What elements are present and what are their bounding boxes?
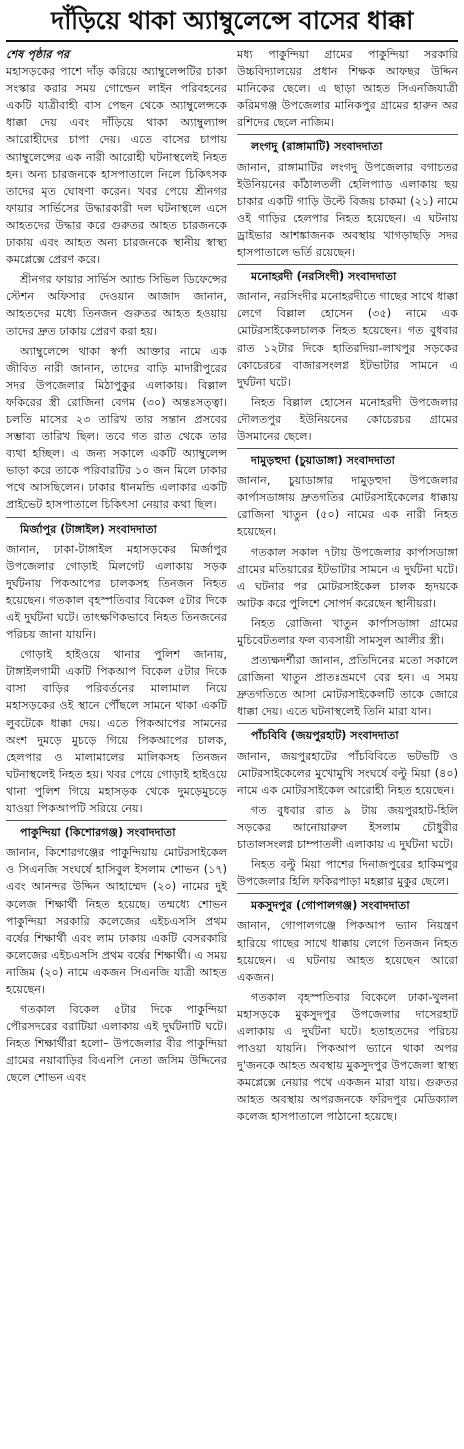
dateline-monohardi: মনোহরদী (নরসিংদী) সংবাদদাতা <box>251 270 397 284</box>
paragraph: গতকাল বিকেল ৫টার দিকে পাকুন্দিয়া পৌরসদরের বরাটিয়া এলাকায় এই দুর্ঘটনাটি ঘটে। নিহত শিক্ষার্থীরা হলো– উপজেলার বীর পাকুন্দিয়া গ্রামের নয়াবাড়ির বিএনপি নেতা জসিম উদ্দিনের ছেলে শোভন এবং <box>6 1003 227 1085</box>
section-divider <box>6 820 227 821</box>
column-right <box>237 46 458 1446</box>
dateline-damurhuda: দামুড়হুদা (চুয়াডাঙ্গা) সংবাদদাতা <box>251 454 395 468</box>
paragraph: প্রত্যক্ষদর্শীরা জানান, প্রতিদিনের মতো সকালে রোজিনা খাতুন প্রাতঃভ্রমণে বের হন। এ সময় দ্রুতগতিতে আসা মোটরসাইকেলটি তাকে জোরে ধাক্কা দেয়। এতে ঘটনাস্থলেই তিনি মারা যান। <box>237 654 458 719</box>
paragraph: জানান, চুয়াডাঙ্গার দামুড়হুদা উপজেলার কার্পাসডাঙ্গায় দ্রুতগতির মোটরসাইকেলের ধাক্কায় রোজিনা খাতুন (৫০) নামের এক নারী নিহত হয়েছেন। <box>237 474 458 539</box>
paragraph: মহাসড়কের পাশে দাঁড় করিয়ে অ্যাম্বুলেন্সটির চাকা সংস্কার করার সময় গোল্ডেন লাইন পরিবহনের একটি যাত্রীবাহী বাস পেছন থেকে অ্যাম্বুলেন্সকে ধাক্কা দেয় এবং দাঁড়িয়ে থাকা অ্যাম্বুল্যান্স আরোহীদের চাপা দেয়। এতে বাসের চাপায় অ্যাম্বুলেন্সের এক নারী আরোহী ঘটনাস্থলেই নিহত হন। অন্য চারজনকে হাসপাতালে নিলে চিকিৎসক তাদের মৃত ঘোষণা করেন। খবর পেয়ে শ্রীনগর ফায়ার সার্ভিসের উদ্ধারকারী দল ঘটনাস্থলে এসে আহতদের উদ্ধার করে গুরুতর আহত চারজনকে ঢাকায় এবং আহত অন্য চারজনকে স্থানীয় স্বাস্থ্য কমপ্লেক্সে প্রেরণ করে। <box>6 65 227 267</box>
paragraph: জানান, কিশোরগঞ্জের পাকুন্দিয়ায় মোটরসাইকেল ও সিএনজি সংঘর্ষে হাসিবুল ইসলাম শোভন (১৭) এবং আনন্দর উদ্দিন আহাম্মেদ (২০) নামের দুই কলেজ শিক্ষার্থী নিহত হয়েছে। তন্মধ্যে শোভন পাকুন্দিয়া সরকারি কলেজের এইচএসসি প্রথম বর্ষের শিক্ষার্থী এবং লাম ঢাকায় একটি বেসরকারি কলেজের এইচএসসি প্রথম বর্ষের শিক্ষার্থী। এ সময় নাজিম (২০) নামে একজন সিএনজি যাত্রী আহত হয়েছেন। <box>6 846 227 996</box>
dateline-pakundia: পাকুন্দিয়া (কিশোরগঞ্জ) সংবাদদাতা <box>20 826 176 840</box>
continuation-kicker: শেষ পৃষ্ঠার পর <box>6 48 70 61</box>
paragraph: নিহত বিল্লাল হোসেন মনোহরদী উপজেলার দৌলতপুর ইউনিয়নের কোচেরচর গ্রামের উসমানের ছেলে। <box>237 395 458 443</box>
dateline-mirzapur: মির্জাপুর (টাঙ্গাইল) সংবাদদাতা <box>20 522 157 536</box>
dateline-panchbibi: পাঁচবিবি (জয়পুরহাট) সংবাদদাতা <box>251 729 399 743</box>
headline: দাঁড়িয়ে থাকা অ্যাম্বুলেন্সে বাসের ধাক্কা <box>51 6 413 35</box>
paragraph: গতকাল বৃহস্পতিবার বিকেলে ঢাকা-খুলনা মহাসড়কে মুকসুদপুর উপজেলার দাসেরহাট এলাকায় এ দুর্ঘটনা ঘটে। হতাহতদের পরিচয় পাওয়া যায়নি। পিকআপ ভ্যানে থাকা অপর দু'জনকে আহত অবস্থায় মুকসুদপুর উপজেলা স্বাস্থ্য কমপ্লেক্সে নেয়ার পথে একজন মারা যায়। গুরুতর আহত অবস্থায় অপরজনকে ফরিদপুর মেডিক্যাল কলেজ হাসপাতালে পাঠানো হয়েছে। <box>237 990 458 1124</box>
paragraph: গোড়াই হাইওয়ে থানার পুলিশ জানায়, টাঙ্গাইলগামী একটি পিকআপ বিকেল ৫টার দিকে বাসা বাড়ির পরিবর্তনের মালামাল নিয়ে মহাসড়কের ওই স্থানে পৌঁছলে সামনে থাকা একটি লুবটেকে ধাক্কা দেয়। এতে পিকআপের সামনের অংশ দুমড়ে মুচড়ে গিয়ে পিকআপের চালক, হেলপার ও মালামালের মালিকসহ তিনজন ঘটনাস্থলেই নিহত হয়। খবর পেয়ে গোড়াই হাইওয়ে থানা পুলিশ গিয়ে মহাসড়ক থেকে দুমড়েমুচড়ে যাওয়া পিকআপটি সরিয়ে নেয়। <box>6 648 227 816</box>
paragraph: জানান, গোপালগঞ্জে পিকআপ ভ্যান নিয়ন্ত্রণ হারিয়ে গাছের সাথে ধাক্কায় লেগে তিনজন নিহত হয়েছেন। এ ঘটনায় আহত হয়েছেন আরো একজন। <box>237 919 458 984</box>
paragraph: জানান, রাঙ্গামাটির লংগদু উপজেলার বগাচতর ইউনিয়নের কাঁঠালতলী হেলিপ্যাড এলাকায় ছয় চাকার একটি গাড়ি উল্টে বিজয় চাকমা (২১) নামে ওই গাড়ির হেলপার নিহত হয়েছেন। এ ঘটনায় ড্রাইভার আশঙ্কাজনক অবস্থায় খাগড়াছড়ি সদর হাসপাতালে ভর্তি রয়েছেন। <box>237 160 458 260</box>
headline-rule <box>6 40 458 42</box>
column-left <box>6 46 227 1446</box>
paragraph: নিহত রোজিনা খাতুন কার্পাসডাঙ্গা গ্রামের মুচিবেটতলার ফল ব্যবসায়ী সামসুল আলীর স্ত্রী। <box>237 616 458 647</box>
paragraph: গতকাল সকাল ৭টায় উপজেলার কার্পাসডাঙ্গা গ্রামের মতিয়ারের ইটভাটার সামনে এ দুর্ঘটনা ঘটে। এ ঘটনার পর মোটরসাইকেল চালক হৃদয়কে আটক করে পুলিশে সোপর্দ করেছেন স্থানীয়রা। <box>237 545 458 610</box>
paragraph: জানান, নরসিংদীর মনোহরদীতে গাছের সাথে ধাক্কা লেগে বিল্লাল হোসেন (৩৫) নামে এক মোটরসাইকেলচালক নিহত হয়েছেন। গত বুধবার রাত ১২টার দিকে হাতিরদিয়া-লাখপুর সড়কের কোচেরচর বাজারসংলগ্ন ইটভাটার সামনে এ দুর্ঘটনা ঘটে। <box>237 290 458 389</box>
paragraph: জানান, জয়পুরহাটের পাঁচবিবিতে ভটভটি ও মোটরসাইকেলের মুখোমুখি সংঘর্ষে বল্টু মিয়া (৪০) নামে এক মোটরসাইকেল আরোহী নিহত হয়েছেন। <box>237 749 458 797</box>
paragraph: মধ্য পাকুন্দিয়া গ্রামের পাকুন্দিয়া সরকারি উচ্চবিদ্যালয়ের প্রধান শিক্ষক আফছর উদ্দিন মানিকের ছেলে। এ ছাড়া আহত সিএনজিযাত্রী করিমগঞ্জ উপজেলার মানিকপুর গ্রামের হারুন অর রশিদের ছেলে নাজিম। <box>237 48 458 130</box>
paragraph: গত বুধবার রাত ৯ টায় জয়পুরহাট-হিলি সড়কের আনোয়ারুল ইসলাম চৌধুরীর চাতালসংলগ্ন চাম্পাতলী এলাকায় এ দুর্ঘটনা ঘটে। <box>237 803 458 852</box>
paragraph: শ্রীনগর ফায়ার সার্ভিস অ্যান্ড সিভিল ডিফেন্সের স্টেশন অফিসার দেওয়ান আজাদ জানান, আহতদের মধ্যে তিনজন গুরুতর আহত হওয়ায় তাদের দ্রুত ঢাকায় প্রেরণ করা হয়। <box>6 273 227 338</box>
dateline-moksudpur: মকসুদপুর (গোপালগঞ্জ) সংবাদদাতা <box>251 899 410 913</box>
paragraph: নিহত বল্টু মিয়া পাশের দিনাজপুরের হাকিমপুর উপজেলার হিলি ফকিরপাড়া মহল্লার মুকুর ছেলে। <box>237 858 458 889</box>
paragraph: অ্যাম্বুলেন্সে থাকা স্বর্ণা আক্তার নামে এক জীবিত নারী জানান, তাদের বাড়ি মাদারীপুরের সদর উপজেলার মিঠাপুকুর এলাকায়। বিল্লাল ফকিরের স্ত্রী রোজিনা বেগম (৩০) অন্তঃসত্ত্বা। চলতি মাসের ২৩ তারিখ তার সন্তান প্রসবের সম্ভাব্য তারিখ ছিল। তবে গত রাত থেকে তার ব্যথা হচ্ছিল। এ জন্য সকালে একটি অ্যাম্বুলেন্স ভাড়া করে তাকে পরিবারটির ১০ জন মিলে ঢাকার পথে আসছিলেন। ঢাকার ধানমন্ডি এলাকার একটি প্রাইভেট হাসপাতালে চিকিৎসা নেয়ার কথা ছিল। <box>6 344 227 512</box>
section-divider <box>237 134 458 135</box>
section-divider <box>237 448 458 449</box>
section-divider <box>6 517 227 518</box>
dateline-longodu: লংগদু (রাঙ্গামাটি) সংবাদদাতা <box>251 140 383 154</box>
paragraph: জানান, ঢাকা-টাঙ্গাইল মহাসড়কের মির্জাপুর উপজেলার গোড়াই মিলগেট এলাকায় সড়ক দুর্ঘটনায় পিকআপের চালকসহ তিনজন নিহত হয়েছেন। গতকাল বৃহস্পতিবার বিকেল ৫টার দিকে এই দুর্ঘটনা ঘটে। তাৎক্ষণিকভাবে নিহত তিনজনের পরিচয় জানা যায়নি। <box>6 542 227 642</box>
section-divider <box>237 893 458 894</box>
section-divider <box>237 264 458 265</box>
section-divider <box>237 723 458 724</box>
article-columns <box>6 46 458 1446</box>
